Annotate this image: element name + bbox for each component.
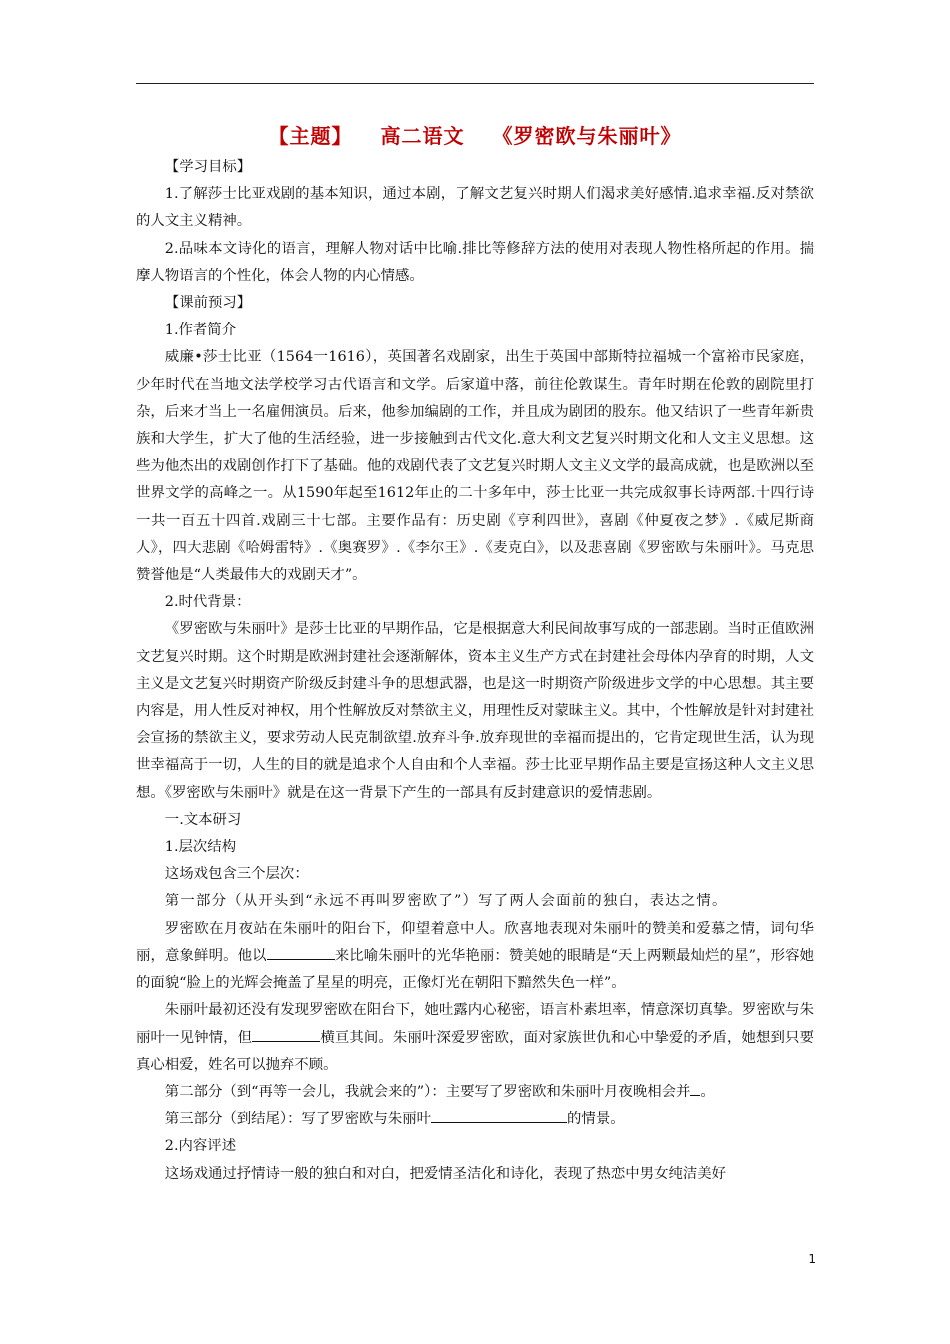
paragraph-background: 《罗密欧与朱丽叶》是莎士比亚的早期作品，它是根据意大利民间故事写成的一部悲剧。当时正值欧洲文艺复兴时期。这个时期是欧洲封建社会逐渐解体，资本主义生产方式在封建社会母体内孕育的时期，人文主义是文艺复兴时期资产阶级反封建斗争的思想武器，也是这一时期资产阶级进步文学的中心思想。其主要内容是，用人性反对神权，用个性解放反对禁欲主义，用理性反对蒙昧主义。其中，个性解放是针对封建社会宣扬的禁欲主义，要求劳动人民克制欲望.放弃斗争.放弃现世的幸福而提出的，它肯定现世生活，认为现世幸福高于一切，人生的目的就是追求个人自由和个人幸福。莎士比亚早期作品主要是宣扬这种人文主义思想。《罗密欧与朱丽叶》就是在这一背景下产生的一部具有反封建意识的爱情悲剧。	[136, 621, 814, 801]
subheading-author: 1.作者简介	[164, 322, 237, 339]
paragraph-structure-intro: 这场戏包含三个层次：	[164, 866, 309, 883]
text: 横亘其间。朱丽叶深爱罗密欧，面对家族世仇和心中挚爱的矛盾，她想到只要真心相爱，姓名可以抛弃不顾。	[136, 1029, 814, 1073]
header-rule	[136, 83, 814, 84]
title-work: 《罗密欧与朱丽叶》	[492, 124, 682, 148]
section-heading-preview: 【课前预习】	[164, 295, 252, 312]
fill-blank[interactable]	[431, 1108, 567, 1123]
subheading-structure: 1.层次结构	[164, 839, 237, 856]
paragraph-commentary: 这场戏通过抒情诗一般的独白和对白，把爱情圣洁化和诗化，表现了热恋中男女纯洁美好	[164, 1165, 727, 1182]
paragraph-part-two	[136, 1079, 814, 1106]
paragraph-author: 威廉•莎士比亚（1564一1616），英国著名戏剧家，出生于英国中部斯特拉福城一个富裕市民家庭，少年时代在当地文法学校学习古代语言和文学。后家道中落，前往伦敦谋生。青年时期在伦敦的剧院里打杂，后来才当上一名雇佣演员。后来，他参加编剧的工作，并且成为剧团的股东。他又结识了一些青年新贵族和大学生，扩大了他的生活经验，进一步接触到古代文化.意大利文艺复兴时期文化和人文主义思想。这些为他杰出的戏剧创作打下了基础。他的戏剧代表了文艺复兴时期人文主义文学的最高成就，也是欧洲以至世界文学的高峰之一。从1590年起至1612年止的二十多年中，莎士比亚一共完成叙事长诗两部.十四行诗一共一百五十四首.戏剧三十七部。主要作品有：历史剧《亨利四世》，喜剧《仲夏夜之梦》.《威尼斯商人》，四大悲剧《哈姆雷特》.《奥赛罗》.《李尔王》.《麦克白》，以及悲喜剧《罗密欧与朱丽叶》。马克思赞誉他是“人类最伟大的戏剧天才”。	[136, 349, 814, 584]
paragraph-juliet	[136, 997, 814, 1079]
text: 罗密欧在月夜站在朱丽叶的阳台下，仰望着意中人。欣喜地表现对朱丽叶的赞美和爱慕之情，词句华丽，意象鲜明。他以	[136, 920, 814, 964]
title-grade: 高二语文	[380, 124, 465, 148]
section-heading-objectives: 【学习目标】	[164, 159, 252, 175]
paragraph-part-three	[136, 1106, 814, 1133]
text: 。	[700, 1083, 715, 1100]
document-body	[136, 150, 814, 1188]
fill-blank[interactable]	[690, 1081, 700, 1096]
subheading-commentary: 2.内容评述	[164, 1138, 237, 1155]
objective-1: 1.了解莎士比亚戏剧的基本知识，通过本剧，了解文艺复兴时期人们渴求美好感情.追求幸福.反对禁欲的人文主义精神。	[136, 186, 814, 230]
text: 第二部分（到“再等一会儿，我就会来的”）：主要写了罗密欧和朱丽叶月夜晚相会并	[164, 1083, 691, 1100]
page-title	[136, 120, 814, 149]
paragraph-part-one: 第一部分（从开头到“永远不再叫罗密欧了”）写了两人会面前的独白，表达之情。	[164, 893, 728, 910]
paragraph-romeo	[136, 916, 814, 998]
section-heading-text-study: 一.文本研习	[164, 811, 242, 828]
text: 的情景。	[567, 1111, 625, 1128]
objective-2: 2.品味本文诗化的语言，理解人物对话中比喻.排比等修辞方法的使用对表现人物性格所起的作用。揣摩人物语言的个性化，体会人物的内心情感。	[136, 240, 814, 284]
fill-blank[interactable]	[267, 945, 335, 960]
subheading-background: 2.时代背景：	[164, 594, 251, 611]
text: 来比喻朱丽叶的光华艳丽：赞美她的眼睛是“天上两颗最灿烂的星”，形容她的面貌“脸上的光辉会掩盖了星星的明亮，正像灯光在朝阳下黯然失色一样”。	[136, 947, 814, 992]
text: 朱丽叶最初还没有发现罗密欧在阳台下，她吐露内心秘密，语言朴素坦率，情意深切真挚。罗密欧与朱丽叶一见钟情，但	[136, 1002, 814, 1046]
title-topic: 【主题】	[268, 124, 353, 148]
page-number: 1	[808, 1252, 816, 1266]
text: 第三部分（到结尾）：写了罗密欧与朱丽叶	[164, 1111, 432, 1128]
fill-blank[interactable]	[252, 1026, 320, 1041]
